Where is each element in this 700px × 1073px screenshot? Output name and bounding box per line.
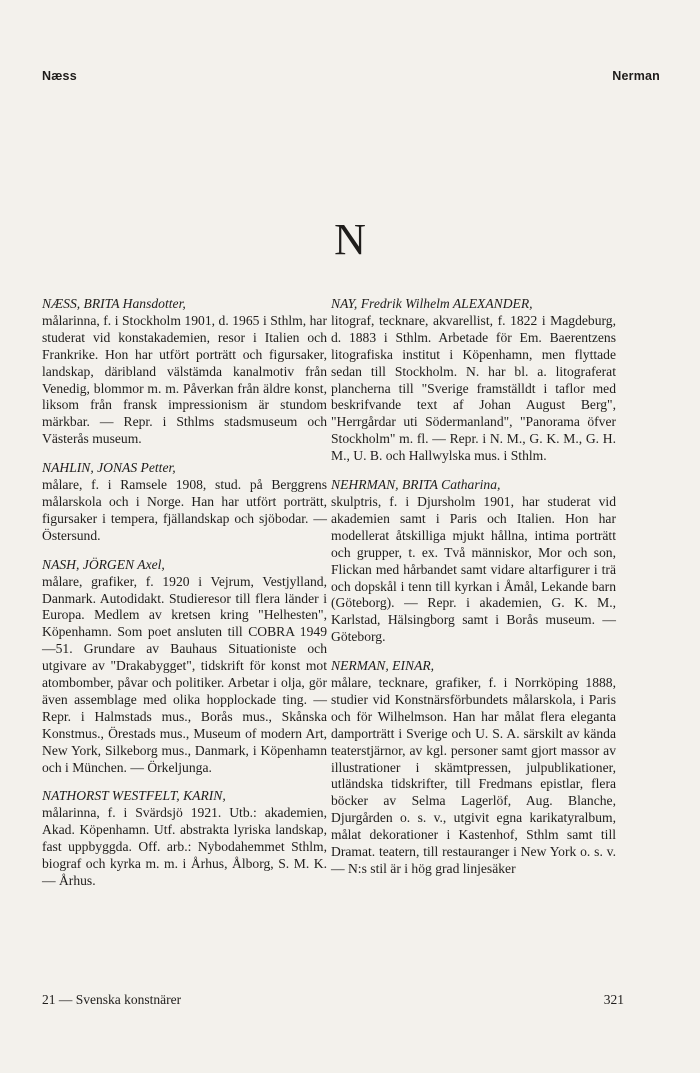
entry-name: NAY, Fredrik Wilhelm ALEXANDER, bbox=[331, 296, 533, 311]
entry-text: målare, f. i Ramsele 1908, stud. på Berggrens målarskola och i Norge. Han har utfört porträtt, figursaker i tempera, fjällandskap och sjöbodar. — Östersund. bbox=[42, 477, 327, 543]
entry-text: skulptris, f. i Djursholm 1901, har studerat vid akademien samt i Paris och Italien. Hon har modellerat åtskilliga mjukt hållna, intima porträtt och grupper, t. ex. Två människor, Mor och son, Flickan med hårbandet samt vidare altarfigurer i trä och dopskål i tenn till kyrkan i Åmål, Lekande barn (Göteborg). — Repr. i akademien, G. K. M., Karlstad, Hälsingborg samt i Borås museum. — Göteborg. bbox=[331, 493, 616, 645]
entry-name: NATHORST WESTFELT, KARIN, bbox=[42, 788, 226, 804]
entry-nathorst-westfelt bbox=[42, 788, 327, 889]
entry-name: NASH, JÖRGEN Axel, bbox=[42, 556, 165, 572]
footer-volume-note: 21 — Svenska konstnärer bbox=[42, 992, 182, 1007]
entry-nay bbox=[331, 296, 616, 465]
section-letter: N bbox=[334, 215, 366, 264]
entry-nerman bbox=[331, 658, 616, 878]
entry-nahlin bbox=[42, 460, 327, 545]
entry-text: litograf, tecknare, akvarellist, f. 1822 i Magdeburg, d. 1883 i Sthlm. Arbetade för Em. Baerentzens litografiska institut i Köpenhamn, men flyttade sedan till Stockholm. N. har bl. a. litograferat plancherna till "Sverige framställdt i taflor med beskrifvande text af Johan August Berg", "Herrgårdar uti Södermanland", "Panorama öfver Stockholm" m. fl. — Repr. i N. M., G. K. M., G. H. M., U. B. och Hallwylska mus. i Sthlm. bbox=[331, 312, 616, 464]
entry-name: NERMAN, EINAR, bbox=[331, 658, 435, 674]
right-column bbox=[331, 296, 616, 890]
entry-text: målarinna, f. i Svärdsjö 1921. Utb.: akademien, Akad. Köpenhamn. Utf. abstrakta lyriska landskap, fast uppbyggda. Off. arb.: Nybodahemmet Sthlm, biograf och kyrka m. m. i Århus, Ålborg, S. M. K. — Århus. bbox=[42, 805, 327, 888]
page-number: 321 bbox=[603, 992, 624, 1007]
entry-nash bbox=[42, 557, 327, 777]
entry-naess bbox=[42, 296, 327, 448]
entry-text: målarinna, f. i Stockholm 1901, d. 1965 i Sthlm, har studerat vid konstakademien, resor i Italien och Frankrike. Hon har utfört porträtt och figursaker, landskap, däribland välstämda kanalmotiv från Venedig, blommor m. m. Påverkan från äldre konst, liksom från fransk impressionism är stundom märkbar. — Repr. i Sthlms stadsmuseum och Västerås museum. bbox=[42, 312, 327, 447]
entry-name: NAHLIN, JONAS Petter, bbox=[42, 460, 176, 476]
entry-nehrman bbox=[331, 477, 616, 646]
entry-name: NÆSS, BRITA Hansdotter, bbox=[42, 296, 186, 311]
entry-name: NEHRMAN, BRITA Catharina, bbox=[331, 477, 501, 493]
entry-text: målare, grafiker, f. 1920 i Vejrum, Vestjylland, Danmark. Autodidakt. Studieresor till flera länder i Europa. Medlem av kretsen kring "Helhesten", Köpenhamn. Som poet ansluten till COBRA 1949—51. Grundare av Bauhaus Situationiste och utgivare av "Drakabygget", tidskrift för konst mot atombomber, påvar och politiker. Arbetar i olja, gör även assemblage med olika hopplockade ting. — Repr. i Halmstads mus., Borås mus., Skånska Konstmus., Örestads mus., Museum of modern Art, New York, Silkeborg mus., Danmark, i Köpenhamn och i München. — Örkeljunga. bbox=[42, 573, 327, 775]
running-head-right: Nerman bbox=[612, 69, 660, 83]
running-head-left: Næss bbox=[42, 69, 77, 83]
left-column bbox=[42, 296, 327, 902]
entry-text: målare, tecknare, grafiker, f. i Norrköping 1888, studier vid Konstnärsförbundets målarskola, i Paris och för Wilhelmson. Han har målat flera eleganta damporträtt i Sverige och U. S. A. särskilt av kända teaterstjärnor, av kgl. personer samt gjort massor av illustrationer i skämtpressen, julpublikationer, utländska tidskrifter, till Fredmans epistlar, flera böcker av Selma Lagerlöf, Aug. Blanche, Djurgården o. s. v., utgivit egna karikatyralbum, målat dekorationer i Kastenhof, Sthlm samt till Dramat. teatern, till restauranger i New York o. s. v. — N:s stil är i hög grad linjesäker bbox=[331, 675, 616, 876]
